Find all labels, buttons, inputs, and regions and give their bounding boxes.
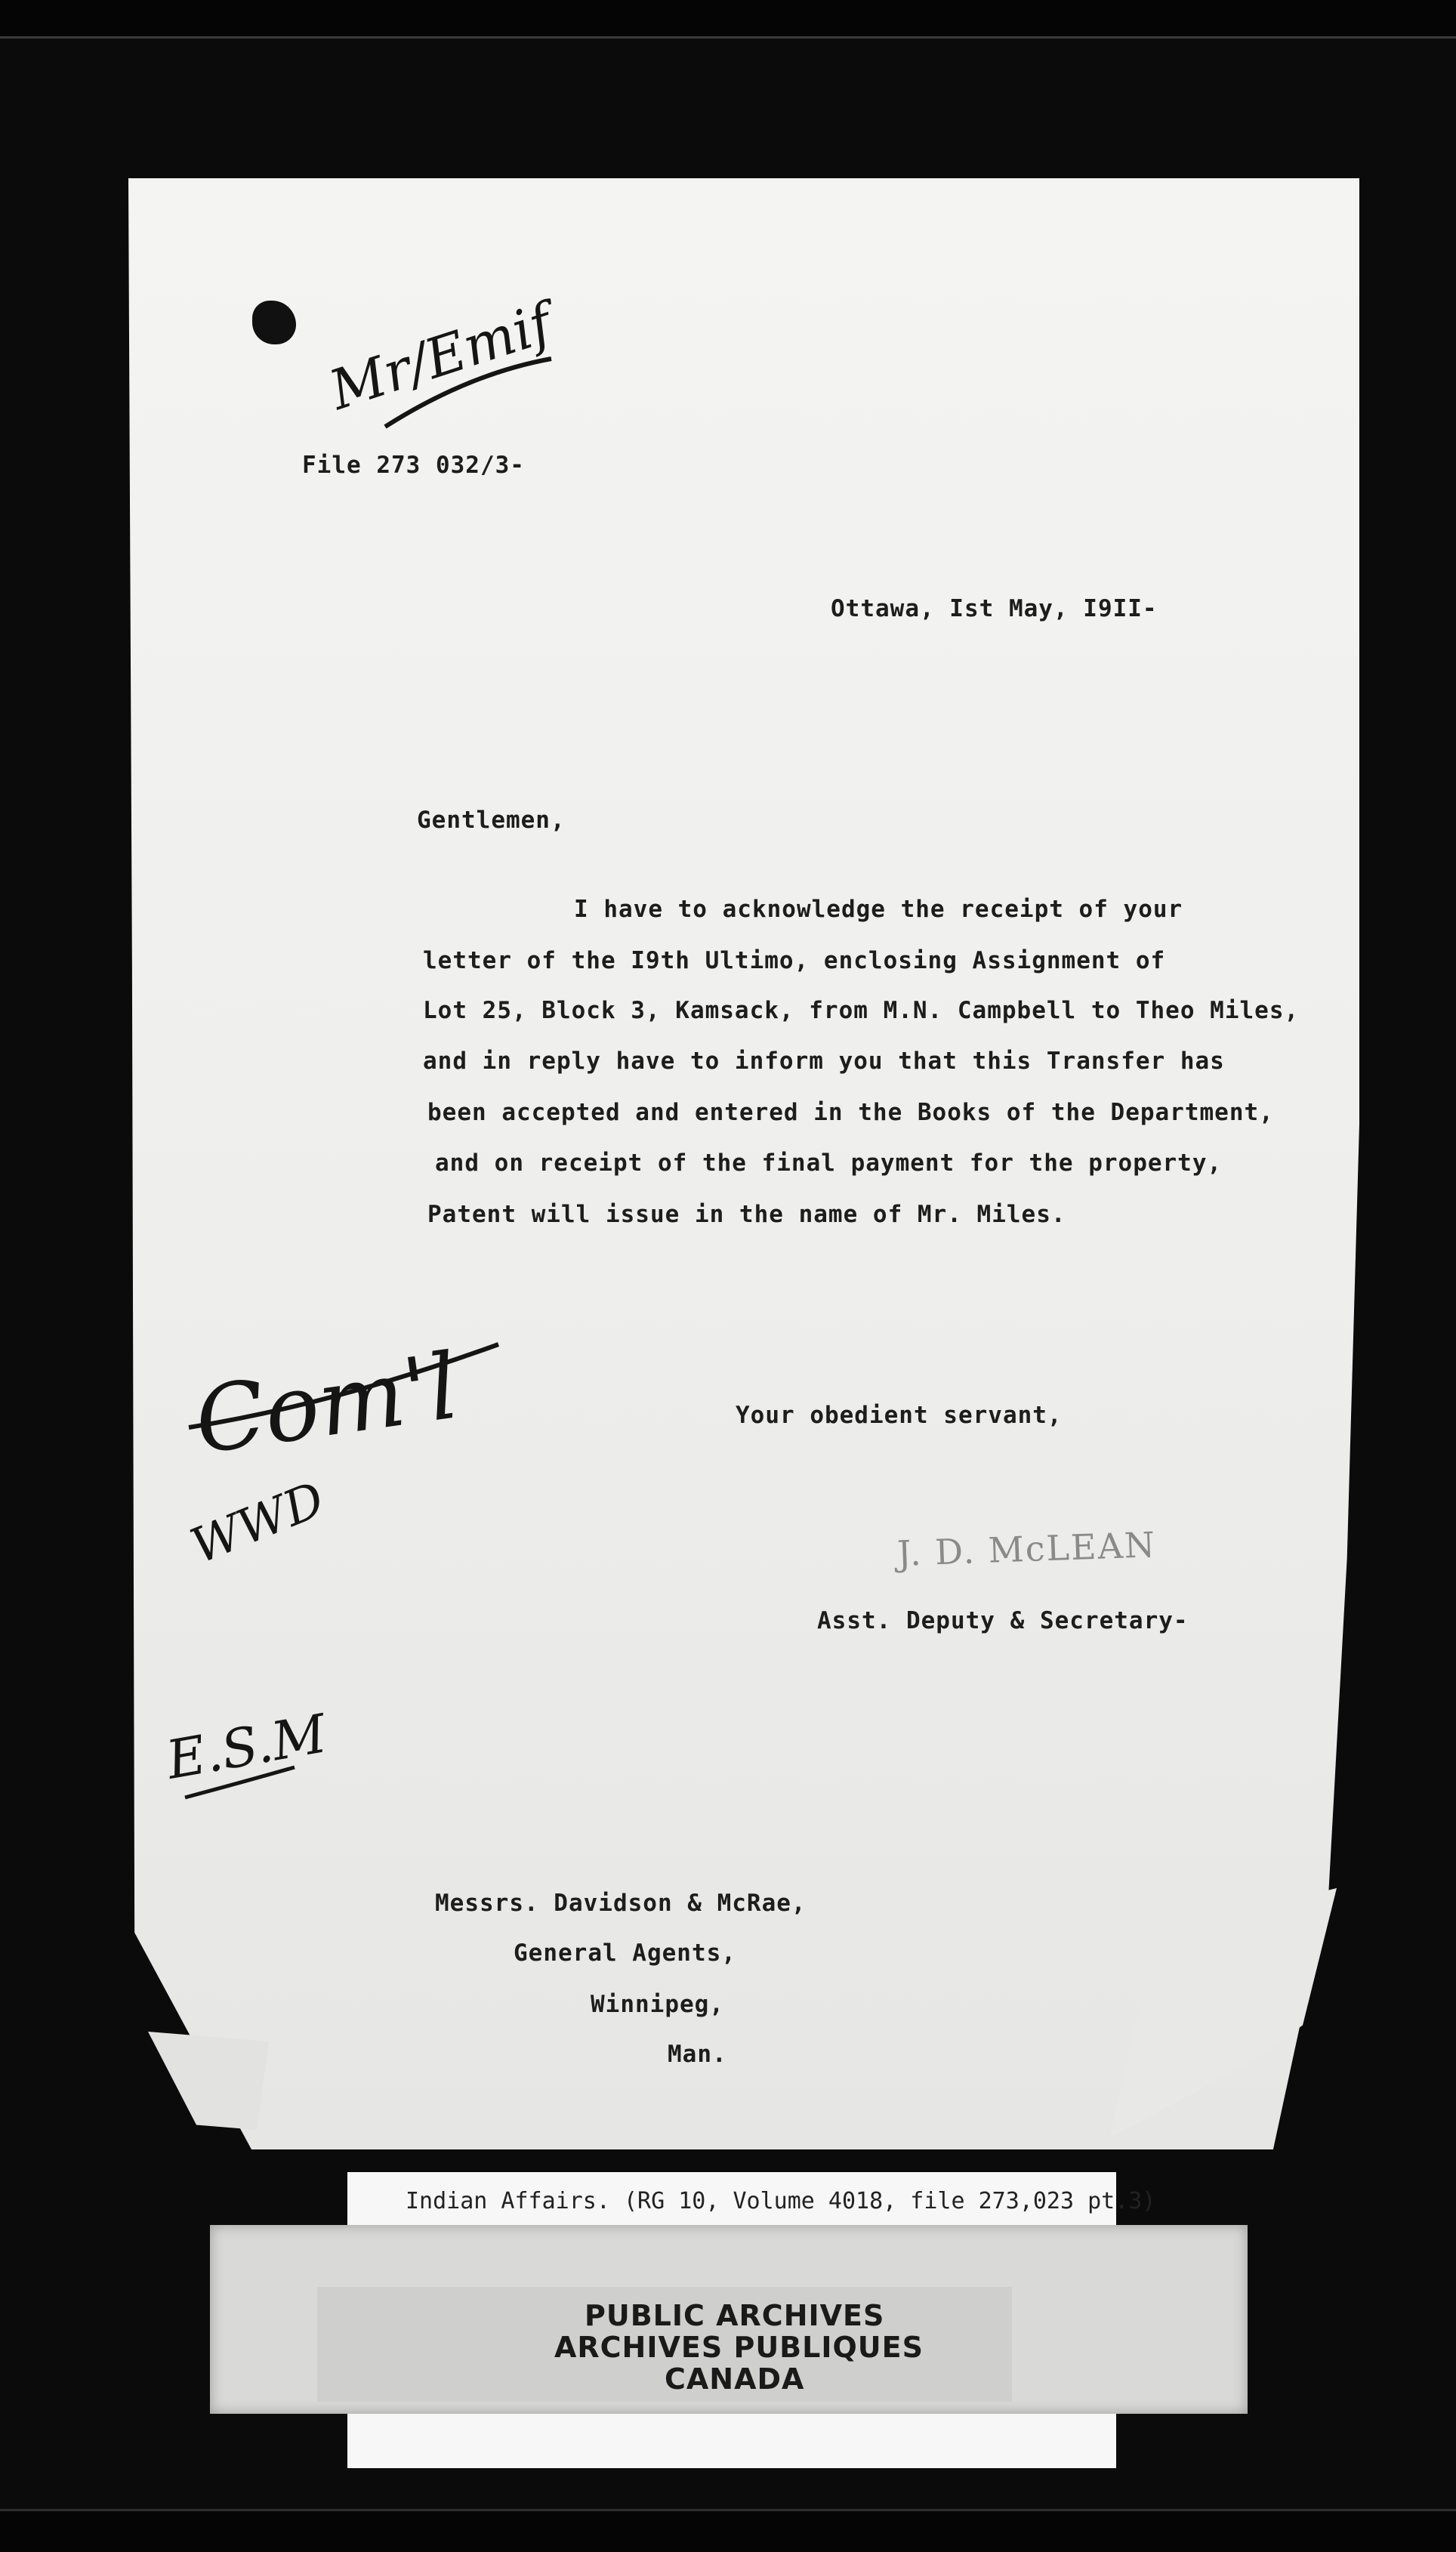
archive-stamp-line: PUBLIC ARCHIVES	[585, 2299, 885, 2332]
salutation: Gentlemen,	[417, 807, 566, 834]
handwritten-flourish	[181, 1314, 514, 1480]
signatory-title: Asst. Deputy & Secretary-	[817, 1607, 1189, 1634]
archive-stamp-line: ARCHIVES PUBLIQUES	[554, 2331, 924, 2364]
body-line: and on receipt of the final payment for the property,	[435, 1149, 1223, 1177]
handwritten-initials-wwd: WWD	[183, 1471, 333, 1575]
addressee-line: Winnipeg,	[591, 1991, 724, 2018]
handwritten-note-top: Mr/Emif	[322, 291, 560, 422]
archive-caption: Indian Affairs. (RG 10, Volume 4018, file 273,023 pt.3)	[406, 2188, 1156, 2214]
archive-stamp-line: CANADA	[665, 2362, 805, 2396]
addressee-line: General Agents,	[514, 1939, 736, 1967]
addressee-line: Messrs. Davidson & McRae,	[435, 1890, 807, 1917]
film-top-edge	[0, 0, 1456, 39]
closing: Your obedient servant,	[736, 1402, 1063, 1429]
body-line: Lot 25, Block 3, Kamsack, from M.N. Campbell to Theo Miles,	[423, 997, 1300, 1024]
body-line: been accepted and entered in the Books of the Department,	[427, 1099, 1274, 1126]
handwritten-underline-top	[378, 344, 559, 434]
handwritten-underline-esm	[181, 1760, 302, 1805]
film-bottom-edge	[0, 2509, 1456, 2552]
body-line: Patent will issue in the name of Mr. Miles.	[427, 1201, 1066, 1228]
page-fold-left	[148, 2032, 269, 2130]
body-line: I have to acknowledge the receipt of your	[574, 896, 1183, 923]
body-line: letter of the I9th Ultimo, enclosing Assignment of	[423, 947, 1166, 974]
date-line: Ottawa, Ist May, I9II-	[831, 595, 1158, 622]
addressee-line: Man.	[668, 2041, 727, 2068]
handwritten-initials-esm: E.S.M	[162, 1702, 332, 1791]
file-reference: File 273 032/3-	[302, 452, 525, 479]
body-line: and in reply have to inform you that this Transfer has	[423, 1048, 1225, 1075]
signature-stamp: J. D. McLEAN	[896, 1524, 1157, 1574]
handwritten-initials-left: Com'l	[189, 1334, 465, 1475]
